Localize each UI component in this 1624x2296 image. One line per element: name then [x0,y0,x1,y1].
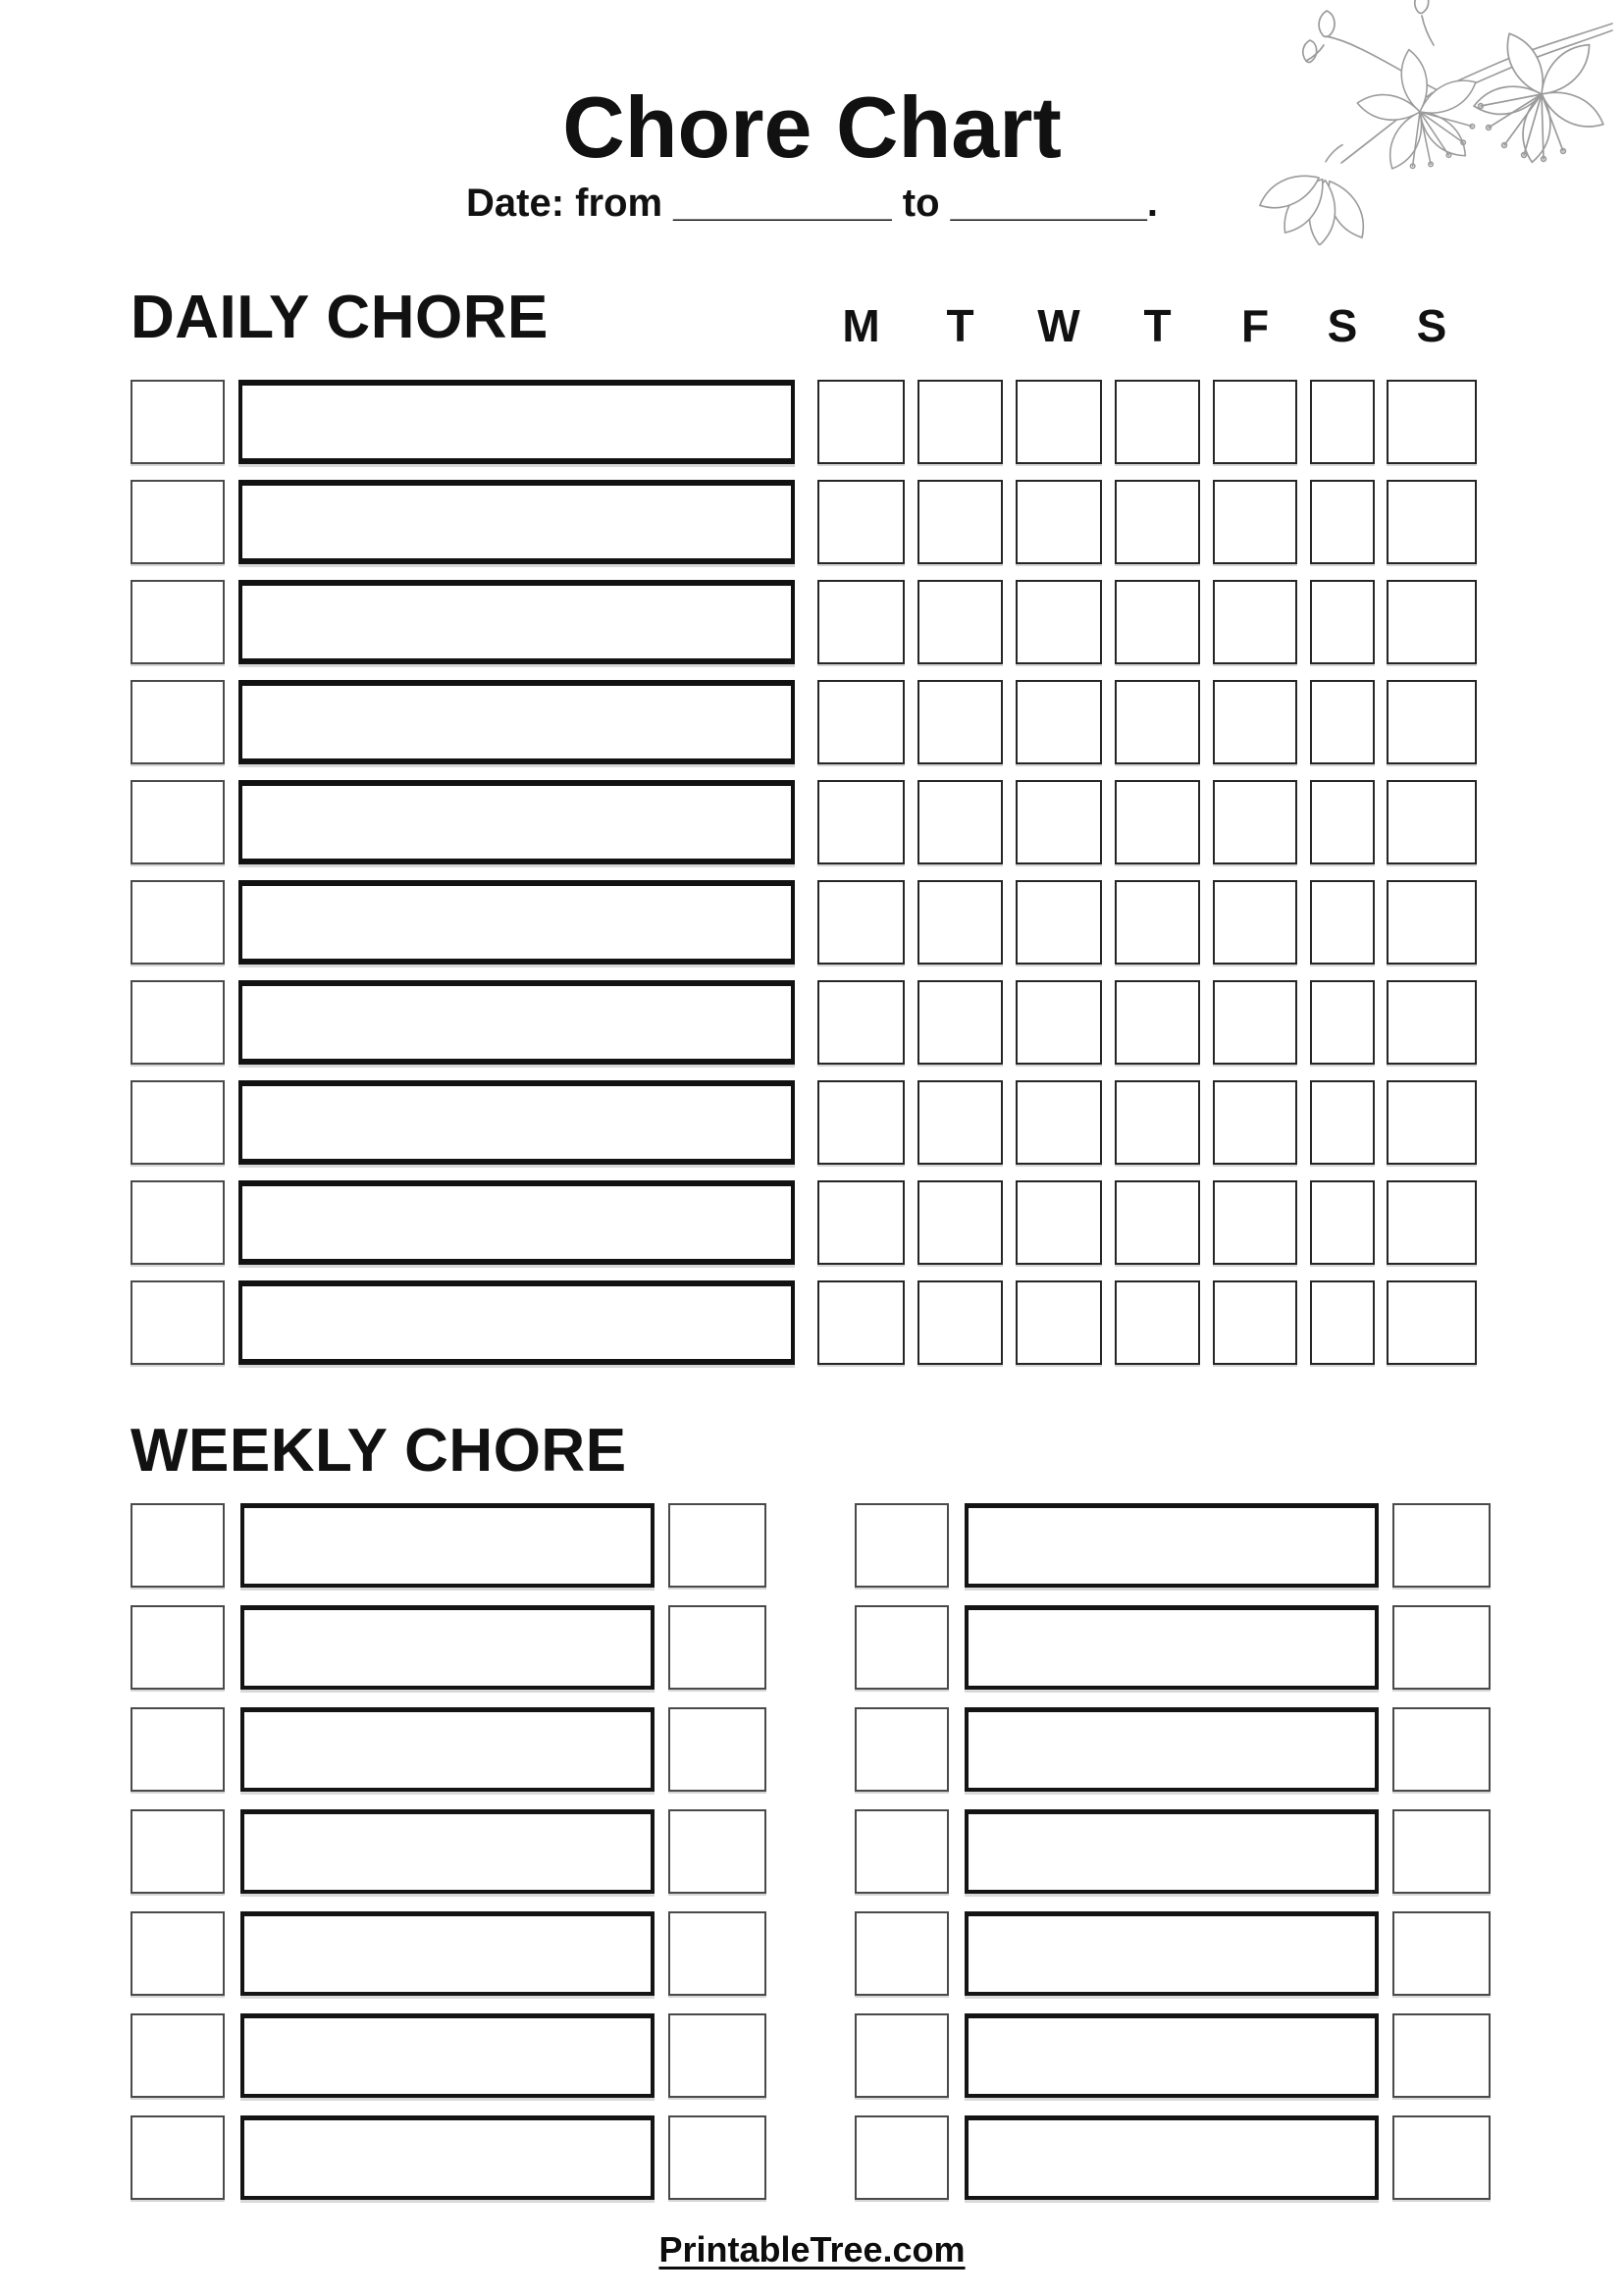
weekly-done-checkbox[interactable] [131,1911,225,1996]
day-checkbox-sat[interactable] [1310,580,1375,664]
day-checkbox-sun[interactable] [1387,480,1477,564]
daily-chore-section [131,284,1477,1381]
day-checkbox-sat[interactable] [1310,1280,1375,1365]
day-checkbox-tue[interactable] [917,580,1003,664]
day-checkbox-sat[interactable] [1310,980,1375,1065]
weekly-done-checkbox[interactable] [131,1809,225,1894]
daily-chore-row [131,380,1477,464]
weekly-done-checkbox[interactable] [855,1911,949,1996]
daily-chore-row [131,1080,1477,1165]
weekly-check-checkbox[interactable] [668,1911,766,1996]
daily-chore-input[interactable] [238,480,795,564]
daily-chore-row [131,480,1477,564]
day-label-wed: W [1037,300,1080,351]
day-checkbox-tue[interactable] [917,680,1003,764]
day-checkbox-sat[interactable] [1310,780,1375,864]
weekly-check-checkbox[interactable] [668,1503,766,1588]
weekly-chore-section [131,1417,1491,2218]
weekly-chore-row [855,1707,1491,1792]
page-title: Chore Chart [562,78,1062,176]
day-checkbox-sat[interactable] [1310,380,1375,464]
daily-chore-row [131,1280,1477,1365]
day-checkbox-mon[interactable] [817,1280,905,1365]
day-checkbox-wed[interactable] [1016,380,1102,464]
weekly-chore-row [855,1605,1491,1690]
weekly-chore-row [131,1707,766,1792]
day-label-tue: T [946,300,974,351]
day-checkbox-tue[interactable] [917,980,1003,1065]
day-checkbox-wed[interactable] [1016,780,1102,864]
day-checkbox-fri[interactable] [1213,1280,1297,1365]
daily-chore-row [131,1180,1477,1265]
weekly-chore-row [855,1911,1491,1996]
daily-chore-input[interactable] [238,380,795,464]
weekly-chore-row [855,2013,1491,2098]
day-checkbox-mon[interactable] [817,1180,905,1265]
weekly-chore-row [131,2115,766,2200]
weekly-right-column [855,1503,1491,2218]
weekly-check-checkbox[interactable] [668,1605,766,1690]
day-checkbox-thu[interactable] [1115,580,1200,664]
daily-done-checkbox[interactable] [131,1280,225,1365]
weekly-check-checkbox[interactable] [1392,2115,1491,2200]
day-checkbox-fri[interactable] [1213,380,1297,464]
daily-done-checkbox[interactable] [131,380,225,464]
day-label-thu: T [1143,300,1172,351]
day-checkbox-mon[interactable] [817,580,905,664]
day-label-mon: M [842,300,880,351]
day-checkbox-fri[interactable] [1213,480,1297,564]
weekly-check-checkbox[interactable] [1392,1707,1491,1792]
daily-chore-input[interactable] [238,980,795,1065]
weekly-chore-row [131,1911,766,1996]
day-checkbox-mon[interactable] [817,980,905,1065]
weekly-chore-row [855,1809,1491,1894]
weekly-done-checkbox[interactable] [855,2115,949,2200]
daily-chore-row [131,980,1477,1065]
day-checkbox-tue[interactable] [917,1080,1003,1165]
daily-chore-input[interactable] [238,1080,795,1165]
weekly-chore-input[interactable] [965,1911,1379,1996]
day-checkbox-sun[interactable] [1387,1080,1477,1165]
weekly-chore-input[interactable] [965,1707,1379,1792]
weekly-done-checkbox[interactable] [855,1707,949,1792]
weekly-chore-row [131,1605,766,1690]
daily-chore-row [131,580,1477,664]
weekly-chore-input[interactable] [240,1707,655,1792]
weekly-chore-input[interactable] [240,1911,655,1996]
weekly-done-checkbox[interactable] [855,1809,949,1894]
day-checkbox-thu[interactable] [1115,480,1200,564]
weekly-chore-row [855,1503,1491,1588]
day-checkbox-tue[interactable] [917,780,1003,864]
day-checkbox-sat[interactable] [1310,680,1375,764]
day-checkbox-thu[interactable] [1115,380,1200,464]
weekly-chore-input[interactable] [965,1503,1379,1588]
weekly-check-checkbox[interactable] [668,1809,766,1894]
daily-done-checkbox[interactable] [131,580,225,664]
day-checkbox-tue[interactable] [917,880,1003,965]
day-checkbox-thu[interactable] [1115,780,1200,864]
day-checkbox-sun[interactable] [1387,380,1477,464]
day-checkbox-mon[interactable] [817,780,905,864]
daily-done-checkbox[interactable] [131,480,225,564]
day-checkbox-thu[interactable] [1115,980,1200,1065]
day-checkbox-wed[interactable] [1016,1080,1102,1165]
day-checkbox-wed[interactable] [1016,880,1102,965]
daily-chore-input[interactable] [238,580,795,664]
weekly-check-checkbox[interactable] [1392,1605,1491,1690]
day-checkbox-mon[interactable] [817,380,905,464]
weekly-done-checkbox[interactable] [131,1707,225,1792]
daily-done-checkbox[interactable] [131,1180,225,1265]
daily-chore-row [131,880,1477,965]
weekly-rows [131,1503,1491,2218]
day-checkbox-mon[interactable] [817,1080,905,1165]
day-checkbox-fri[interactable] [1213,980,1297,1065]
day-checkbox-wed[interactable] [1016,680,1102,764]
day-checkbox-sat[interactable] [1310,880,1375,965]
day-checkbox-thu[interactable] [1115,1080,1200,1165]
day-checkbox-mon[interactable] [817,480,905,564]
day-checkbox-sat[interactable] [1310,1080,1375,1165]
day-checkbox-wed[interactable] [1016,1280,1102,1365]
weekly-chore-row [855,2115,1491,2200]
day-checkbox-fri[interactable] [1213,1080,1297,1165]
weekly-done-checkbox[interactable] [131,2115,225,2200]
day-checkbox-fri[interactable] [1213,680,1297,764]
day-checkbox-wed[interactable] [1016,480,1102,564]
daily-chore-row [131,780,1477,864]
weekly-check-checkbox[interactable] [1392,1911,1491,1996]
weekly-chore-row [131,1809,766,1894]
day-checkbox-thu[interactable] [1115,1180,1200,1265]
weekly-chore-input[interactable] [965,2013,1379,2098]
weekly-chore-input[interactable] [240,2115,655,2200]
daily-chore-input[interactable] [238,1180,795,1265]
weekly-done-checkbox[interactable] [131,1605,225,1690]
day-checkbox-wed[interactable] [1016,580,1102,664]
day-checkbox-thu[interactable] [1115,880,1200,965]
daily-done-checkbox[interactable] [131,1080,225,1165]
day-checkbox-fri[interactable] [1213,1180,1297,1265]
daily-done-checkbox[interactable] [131,880,225,965]
daily-chore-input[interactable] [238,680,795,764]
weekly-check-checkbox[interactable] [668,2115,766,2200]
day-checkbox-tue[interactable] [917,380,1003,464]
weekly-chore-input[interactable] [240,2013,655,2098]
day-checkbox-sun[interactable] [1387,680,1477,764]
weekly-chore-row [131,2013,766,2098]
day-checkbox-sun[interactable] [1387,880,1477,965]
weekly-done-checkbox[interactable] [855,2013,949,2098]
day-checkbox-thu[interactable] [1115,680,1200,764]
weekly-chore-input[interactable] [965,1605,1379,1690]
weekly-chore-input[interactable] [240,1809,655,1894]
day-checkbox-tue[interactable] [917,1280,1003,1365]
day-checkbox-sat[interactable] [1310,1180,1375,1265]
weekly-left-column [131,1503,766,2218]
daily-done-checkbox[interactable] [131,780,225,864]
weekly-check-checkbox[interactable] [668,1707,766,1792]
day-label-fri: F [1240,300,1270,351]
footer-site-link[interactable]: PrintableTree.com [658,2229,966,2270]
day-label-sat: S [1327,300,1358,351]
daily-chore-row [131,680,1477,764]
weekly-done-checkbox[interactable] [855,1605,949,1690]
daily-chore-heading: DAILY CHORE [131,284,549,351]
day-checkbox-wed[interactable] [1016,1180,1102,1265]
day-checkbox-mon[interactable] [817,680,905,764]
day-checkbox-tue[interactable] [917,1180,1003,1265]
day-checkbox-wed[interactable] [1016,980,1102,1065]
weekly-check-checkbox[interactable] [668,2013,766,2098]
weekly-check-checkbox[interactable] [1392,1809,1491,1894]
day-checkbox-sun[interactable] [1387,580,1477,664]
daily-done-checkbox[interactable] [131,980,225,1065]
weekly-chore-input[interactable] [240,1605,655,1690]
day-checkbox-sun[interactable] [1387,780,1477,864]
day-checkbox-tue[interactable] [917,480,1003,564]
daily-done-checkbox[interactable] [131,680,225,764]
weekly-check-checkbox[interactable] [1392,1503,1491,1588]
weekly-chore-heading: WEEKLY CHORE [131,1417,627,1485]
daily-heading-area [131,284,817,351]
daily-header-row [131,284,1477,351]
weekly-chore-input[interactable] [965,1809,1379,1894]
day-checkbox-fri[interactable] [1213,880,1297,965]
daily-chore-input[interactable] [238,780,795,864]
weekly-chore-input[interactable] [965,2115,1379,2200]
weekly-done-checkbox[interactable] [131,1503,225,1588]
day-checkbox-sun[interactable] [1387,1180,1477,1265]
weekly-check-checkbox[interactable] [1392,2013,1491,2098]
day-label-sun: S [1416,300,1447,351]
daily-rows [131,380,1477,1365]
weekly-done-checkbox[interactable] [131,2013,225,2098]
weekly-done-checkbox[interactable] [855,1503,949,1588]
weekly-chore-input[interactable] [240,1503,655,1588]
day-checkbox-sun[interactable] [1387,980,1477,1065]
weekly-chore-row [131,1503,766,1588]
day-checkbox-fri[interactable] [1213,780,1297,864]
date-line: Date: from __________ to _________. [466,182,1158,225]
daily-chore-input[interactable] [238,1280,795,1365]
day-checkbox-sun[interactable] [1387,1280,1477,1365]
day-checkbox-thu[interactable] [1115,1280,1200,1365]
daily-chore-input[interactable] [238,880,795,965]
day-checkbox-sat[interactable] [1310,480,1375,564]
day-checkbox-mon[interactable] [817,880,905,965]
day-checkbox-fri[interactable] [1213,580,1297,664]
